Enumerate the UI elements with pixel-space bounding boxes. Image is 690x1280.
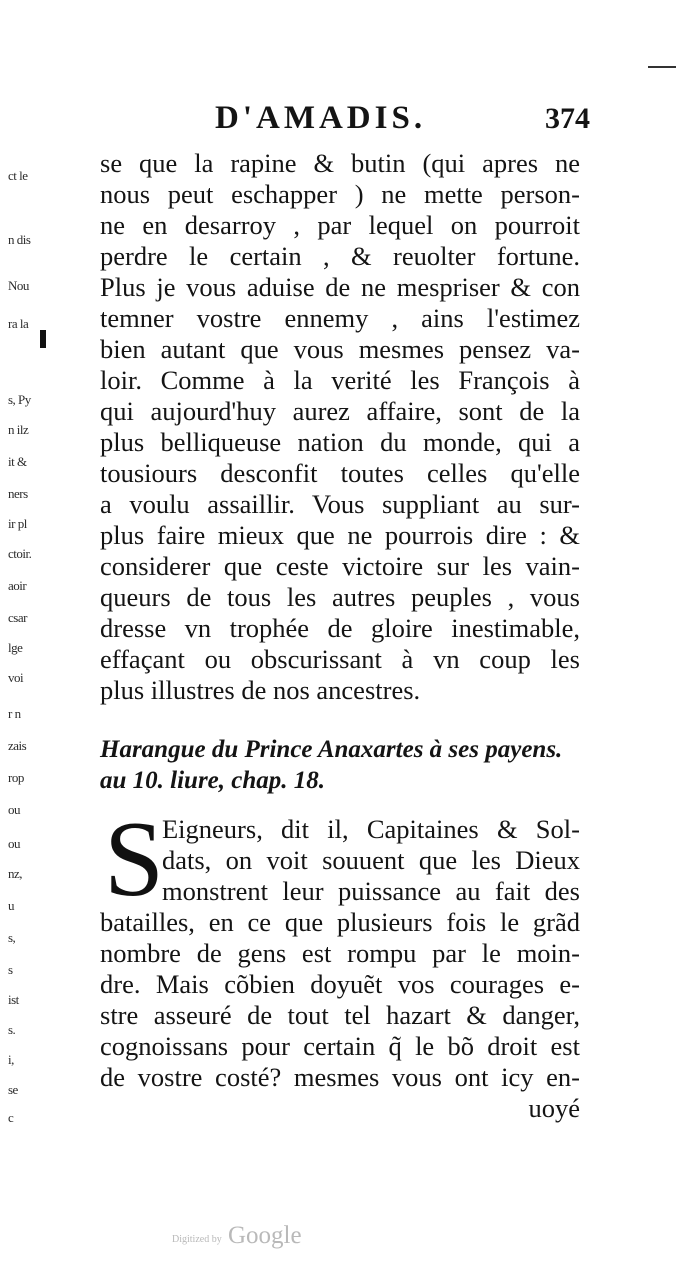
section-heading bbox=[100, 734, 580, 796]
text-line: dats, on voit souuent que les Dieux bbox=[162, 845, 580, 875]
gutter-fragment: lge bbox=[8, 640, 23, 655]
text-line: de vostre costé? mesmes vous ont icy en- bbox=[100, 1062, 580, 1092]
gutter-fragment: ou bbox=[8, 802, 20, 817]
gutter-fragment: voi bbox=[8, 670, 24, 685]
text-line: a voulu assaillir. Vous suppliant au sur- bbox=[100, 489, 580, 519]
watermark-brand: Google bbox=[228, 1222, 302, 1249]
gutter-fragment: ra la bbox=[8, 316, 29, 331]
edge-rule bbox=[648, 66, 676, 68]
text-line: se que la rapine & butin (qui apres ne bbox=[100, 148, 580, 178]
text-line: temner vostre ennemy , ains l'estimez bbox=[100, 303, 580, 333]
gutter-fragment: csar bbox=[8, 610, 27, 625]
text-line: nous peut eschapper ) ne mette person- bbox=[100, 179, 580, 209]
gutter-fragment: s, bbox=[8, 930, 16, 945]
gutter-fragment: i, bbox=[8, 1052, 14, 1067]
catchword: uoyé bbox=[528, 1093, 580, 1123]
text-line: dresse vn trophée de gloire inestimable, bbox=[100, 613, 580, 643]
text-line: plus illustres de nos ancestres. bbox=[100, 675, 421, 705]
paragraph-1 bbox=[100, 148, 580, 706]
gutter-fragment: ou bbox=[8, 836, 20, 851]
gutter-fragment: n dis bbox=[8, 232, 31, 247]
drop-cap: S bbox=[104, 800, 165, 919]
gutter-fragment: s, Py bbox=[8, 392, 31, 407]
text-line: Eigneurs, dit il, Capitaines & Sol- bbox=[162, 814, 580, 844]
gutter-fragment: s bbox=[8, 962, 13, 977]
ink-mark bbox=[40, 330, 46, 348]
gutter-fragment: se bbox=[8, 1082, 18, 1097]
text-line: monstrent leur puissance au fait des bbox=[162, 876, 580, 906]
text-line: qui aujourd'huy aurez affaire, sont de la bbox=[100, 396, 580, 426]
gutter-fragment: aoir bbox=[8, 578, 27, 593]
text-line: plus belliqueuse nation du monde, qui a bbox=[100, 427, 580, 457]
gutter-fragment: ist bbox=[8, 992, 19, 1007]
watermark-prefix: Digitized by bbox=[172, 1234, 222, 1245]
gutter-fragment: ct le bbox=[8, 168, 28, 183]
gutter-fragment: it & bbox=[8, 454, 27, 469]
gutter-fragment: n ilz bbox=[8, 422, 29, 437]
gutter-fragment: zais bbox=[8, 738, 27, 753]
gutter-fragment: u bbox=[8, 898, 14, 913]
text-line: bien autant que vous mesmes pensez va- bbox=[100, 334, 580, 364]
heading-line: Harangue du Prince Anaxartes à ses payens. bbox=[100, 736, 563, 763]
page-header bbox=[215, 100, 590, 140]
heading-line: au 10. liure, chap. 18. bbox=[100, 767, 326, 794]
running-head: D'AMADIS. bbox=[215, 100, 427, 136]
text-line: cognoissans pour certain q̃ le bõ droit est bbox=[100, 1031, 580, 1061]
gutter-fragment: rop bbox=[8, 770, 24, 785]
text-line: queurs de tous les autres peuples , vous bbox=[100, 582, 580, 612]
gutter-fragment: Nou bbox=[8, 278, 29, 293]
gutter-fragment: s. bbox=[8, 1022, 16, 1037]
gutter-fragment: c bbox=[8, 1110, 14, 1125]
text-line: ne en desarroy , par lequel on pourroit bbox=[100, 210, 580, 240]
paragraph-2 bbox=[100, 800, 580, 1124]
gutter-fragment: ir pl bbox=[8, 516, 27, 531]
text-line: tousiours desconfit toutes celles qu'elle bbox=[100, 458, 580, 488]
text-line: dre. Mais cõbien doyuẽt vos courages e- bbox=[100, 969, 580, 999]
text-line: stre asseuré de tout tel hazart & danger, bbox=[100, 1000, 580, 1030]
gutter-fragment: ners bbox=[8, 486, 28, 501]
text-line: perdre le certain , & reuolter fortune. bbox=[100, 241, 580, 271]
text-line: batailles, en ce que plusieurs fois le grãd bbox=[100, 907, 580, 937]
text-line: Plus je vous aduise de ne mespriser & con bbox=[100, 272, 580, 302]
gutter-fragment: r n bbox=[8, 706, 21, 721]
text-line: effaçant ou obscurissant à vn coup les bbox=[100, 644, 580, 674]
gutter-fragment: ctoir. bbox=[8, 546, 32, 561]
digitization-watermark bbox=[172, 1222, 332, 1252]
text-line: nombre de gens est rompu par le moin- bbox=[100, 938, 580, 968]
page-number: 374 bbox=[545, 102, 590, 135]
text-line: loir. Comme à la verité les François à bbox=[100, 365, 580, 395]
text-line: plus faire mieux que ne pourrois dire : & bbox=[100, 520, 580, 550]
text-line: considerer que ceste victoire sur les vain- bbox=[100, 551, 580, 581]
gutter-fragment: nz, bbox=[8, 866, 23, 881]
